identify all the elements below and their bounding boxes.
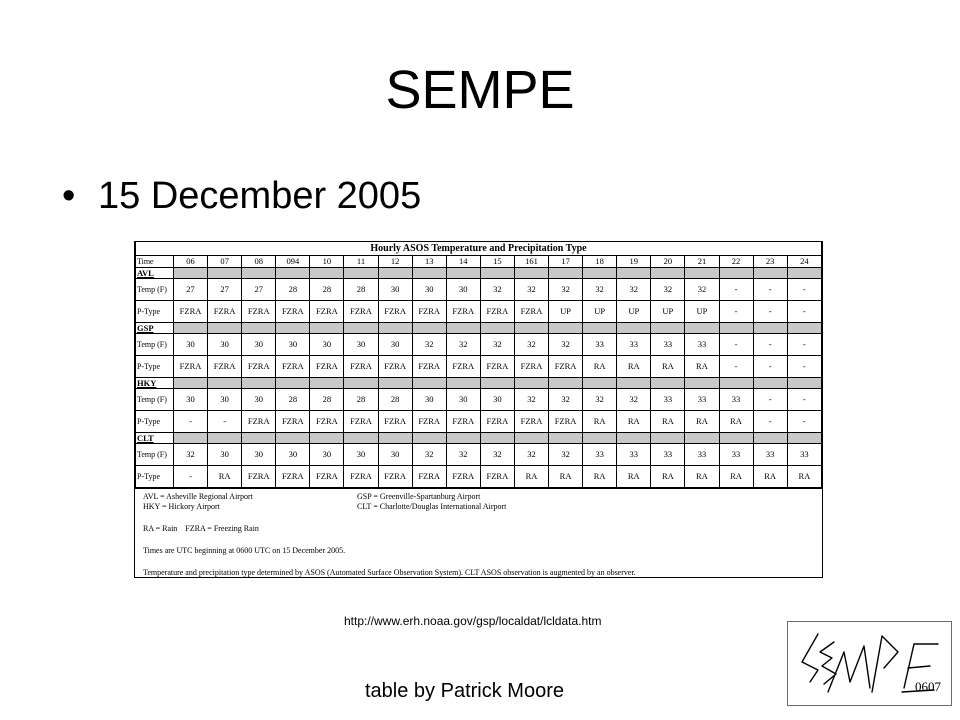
temp-cell: 30	[208, 389, 242, 411]
temp-cell: 32	[514, 279, 548, 301]
temp-cell: -	[787, 279, 821, 301]
ptype-cell: FZRA	[514, 411, 548, 433]
station-fill-cell	[242, 323, 276, 334]
ptype-cell: RA	[583, 356, 617, 378]
ptype-cell: -	[208, 411, 242, 433]
station-fill-cell	[787, 323, 821, 334]
table-caption: Hourly ASOS Temperature and Precipitation Type	[136, 242, 822, 256]
ptype-cell: RA	[583, 466, 617, 488]
ptype-cell: -	[174, 411, 208, 433]
ptype-label: P-Type	[136, 301, 174, 323]
table-notes	[135, 488, 822, 578]
table-row-time	[136, 256, 822, 268]
ptype-cell: -	[719, 356, 753, 378]
temp-cell: 30	[378, 334, 412, 356]
ptype-cell: RA	[617, 411, 651, 433]
ptype-cell: FZRA	[344, 411, 378, 433]
temp-cell: 33	[617, 334, 651, 356]
station-fill-cell	[310, 323, 344, 334]
ptype-cell: FZRA	[412, 301, 446, 323]
temp-label: Temp (F)	[136, 279, 174, 301]
note-precip: RA = Rain FZRA = Freezing Rain	[143, 524, 259, 533]
ptype-cell: FZRA	[480, 301, 514, 323]
ptype-cell: FZRA	[310, 466, 344, 488]
temp-label: Temp (F)	[136, 444, 174, 466]
ptype-cell: RA	[753, 466, 787, 488]
ptype-cell: -	[787, 301, 821, 323]
temp-cell: 32	[514, 444, 548, 466]
hour-cell: 20	[651, 256, 685, 268]
temp-cell: 30	[412, 389, 446, 411]
ptype-cell: FZRA	[276, 411, 310, 433]
temp-cell: 32	[480, 444, 514, 466]
hour-cell: 18	[583, 256, 617, 268]
slide-title: SEMPE	[385, 60, 575, 120]
temp-cell: -	[753, 389, 787, 411]
ptype-cell: FZRA	[480, 411, 514, 433]
ptype-row	[136, 356, 822, 378]
ptype-cell: -	[174, 466, 208, 488]
station-fill-cell	[174, 323, 208, 334]
ptype-cell: FZRA	[276, 466, 310, 488]
temp-cell: 33	[651, 334, 685, 356]
ptype-cell: FZRA	[446, 411, 480, 433]
temp-cell: 30	[480, 389, 514, 411]
logo-code: 0607	[915, 679, 941, 694]
note-hky: HKY = Hickory Airport	[143, 502, 220, 511]
station-fill-cell	[310, 268, 344, 279]
ptype-cell: -	[719, 301, 753, 323]
station-fill-cell	[242, 433, 276, 444]
station-fill-cell	[208, 323, 242, 334]
station-fill-cell	[583, 433, 617, 444]
ptype-row	[136, 301, 822, 323]
station-fill-cell	[617, 433, 651, 444]
temp-cell: -	[787, 389, 821, 411]
station-fill-cell	[719, 433, 753, 444]
temp-cell: 30	[310, 334, 344, 356]
hour-cell: 11	[344, 256, 378, 268]
station-fill-cell	[719, 323, 753, 334]
hour-cell: 161	[514, 256, 548, 268]
ptype-cell: RA	[617, 466, 651, 488]
note-clt: CLT = Charlotte/Douglas International Airport	[357, 502, 507, 511]
hour-cell: 23	[753, 256, 787, 268]
temp-cell: 32	[412, 334, 446, 356]
ptype-cell: FZRA	[242, 411, 276, 433]
station-fill-cell	[412, 268, 446, 279]
temp-cell: 32	[174, 444, 208, 466]
ptype-cell: FZRA	[276, 356, 310, 378]
source-url: http://www.erh.noaa.gov/gsp/localdat/lcldata.htm	[344, 614, 602, 628]
station-fill-cell	[514, 268, 548, 279]
station-fill-cell	[276, 433, 310, 444]
temp-cell: 32	[480, 334, 514, 356]
ptype-cell: RA	[651, 411, 685, 433]
ptype-cell: FZRA	[344, 466, 378, 488]
hour-cell: 22	[719, 256, 753, 268]
ptype-cell: -	[753, 356, 787, 378]
ptype-cell: RA	[208, 466, 242, 488]
ptype-cell: FZRA	[378, 411, 412, 433]
ptype-cell: FZRA	[549, 411, 583, 433]
temp-cell: -	[719, 279, 753, 301]
station-code: CLT	[136, 433, 174, 444]
station-fill-cell	[378, 323, 412, 334]
ptype-cell: FZRA	[310, 356, 344, 378]
station-fill-cell	[446, 323, 480, 334]
temp-cell: 30	[310, 444, 344, 466]
ptype-cell: UP	[651, 301, 685, 323]
temp-cell: -	[787, 334, 821, 356]
temp-cell: 28	[344, 279, 378, 301]
bullet-text: 15 December 2005	[98, 175, 422, 217]
station-fill-cell	[208, 433, 242, 444]
ptype-cell: FZRA	[514, 356, 548, 378]
station-fill-cell	[753, 268, 787, 279]
ptype-label: P-Type	[136, 466, 174, 488]
ptype-cell: UP	[685, 301, 719, 323]
station-fill-cell	[617, 378, 651, 389]
station-fill-cell	[344, 433, 378, 444]
ptype-cell: FZRA	[344, 301, 378, 323]
temp-cell: 27	[174, 279, 208, 301]
station-fill-cell	[378, 268, 412, 279]
station-code: HKY	[136, 378, 174, 389]
temp-cell: 30	[378, 444, 412, 466]
temp-cell: 32	[446, 444, 480, 466]
temp-cell: 30	[446, 279, 480, 301]
ptype-cell: FZRA	[514, 301, 548, 323]
temp-row	[136, 334, 822, 356]
station-fill-cell	[276, 323, 310, 334]
station-fill-cell	[514, 378, 548, 389]
ptype-cell: RA	[549, 466, 583, 488]
temp-row	[136, 389, 822, 411]
ptype-cell: UP	[549, 301, 583, 323]
note-avl: AVL = Asheville Regional Airport	[143, 492, 253, 501]
temp-cell: 32	[583, 279, 617, 301]
station-fill-cell	[549, 378, 583, 389]
station-fill-cell	[787, 378, 821, 389]
bullet-dot-icon: •	[62, 175, 76, 217]
ptype-cell: FZRA	[344, 356, 378, 378]
ptype-cell: FZRA	[242, 356, 276, 378]
ptype-cell: FZRA	[378, 301, 412, 323]
ptype-cell: -	[787, 356, 821, 378]
station-fill-cell	[480, 433, 514, 444]
station-fill-cell	[753, 323, 787, 334]
station-fill-cell	[719, 378, 753, 389]
temp-label: Temp (F)	[136, 389, 174, 411]
bullet-item	[62, 172, 421, 220]
station-fill-cell	[787, 433, 821, 444]
ptype-cell: FZRA	[208, 356, 242, 378]
station-row	[136, 323, 822, 334]
station-fill-cell	[651, 323, 685, 334]
ptype-cell: RA	[719, 466, 753, 488]
station-fill-cell	[412, 323, 446, 334]
station-fill-cell	[208, 378, 242, 389]
station-fill-cell	[412, 378, 446, 389]
asos-table	[135, 242, 822, 488]
station-fill-cell	[787, 268, 821, 279]
station-fill-cell	[549, 323, 583, 334]
temp-cell: 32	[583, 389, 617, 411]
station-fill-cell	[685, 323, 719, 334]
ptype-cell: FZRA	[174, 301, 208, 323]
ptype-cell: -	[753, 301, 787, 323]
station-fill-cell	[208, 268, 242, 279]
station-fill-cell	[412, 433, 446, 444]
station-code: GSP	[136, 323, 174, 334]
station-fill-cell	[651, 268, 685, 279]
ptype-cell: FZRA	[412, 411, 446, 433]
temp-row	[136, 279, 822, 301]
station-fill-cell	[651, 378, 685, 389]
ptype-cell: FZRA	[412, 466, 446, 488]
ptype-cell: FZRA	[208, 301, 242, 323]
temp-cell: 30	[174, 389, 208, 411]
station-fill-cell	[753, 378, 787, 389]
station-fill-cell	[344, 323, 378, 334]
temp-cell: 33	[753, 444, 787, 466]
hour-cell: 17	[549, 256, 583, 268]
station-fill-cell	[583, 378, 617, 389]
temp-cell: 27	[242, 279, 276, 301]
temp-cell: 32	[549, 279, 583, 301]
ptype-cell: -	[787, 411, 821, 433]
station-fill-cell	[685, 433, 719, 444]
station-fill-cell	[310, 378, 344, 389]
ptype-cell: -	[753, 411, 787, 433]
station-fill-cell	[242, 378, 276, 389]
station-fill-cell	[480, 323, 514, 334]
ptype-label: P-Type	[136, 411, 174, 433]
note-method: Temperature and precipitation type determined by ASOS (Automated Surface Observation System). CLT ASOS observation is augmented by an observer.	[143, 568, 636, 577]
temp-cell: 32	[480, 279, 514, 301]
temp-cell: 33	[685, 389, 719, 411]
hour-cell: 24	[787, 256, 821, 268]
temp-cell: 28	[276, 279, 310, 301]
ptype-cell: RA	[651, 466, 685, 488]
station-fill-cell	[617, 268, 651, 279]
temp-cell: 32	[685, 279, 719, 301]
station-fill-cell	[446, 433, 480, 444]
temp-cell: 28	[344, 389, 378, 411]
hour-cell: 08	[242, 256, 276, 268]
ptype-cell: UP	[617, 301, 651, 323]
temp-cell: 33	[583, 444, 617, 466]
station-fill-cell	[617, 323, 651, 334]
temp-cell: 33	[719, 444, 753, 466]
temp-label: Temp (F)	[136, 334, 174, 356]
temp-cell: 28	[378, 389, 412, 411]
ptype-cell: RA	[583, 411, 617, 433]
ptype-cell: FZRA	[378, 356, 412, 378]
hour-cell: 07	[208, 256, 242, 268]
temp-cell: 30	[208, 334, 242, 356]
temp-cell: 30	[174, 334, 208, 356]
ptype-cell: RA	[685, 356, 719, 378]
temp-cell: 30	[242, 334, 276, 356]
hour-cell: 06	[174, 256, 208, 268]
temp-cell: 30	[242, 444, 276, 466]
ptype-cell: FZRA	[549, 356, 583, 378]
temp-cell: 30	[208, 444, 242, 466]
note-gsp: GSP = Greenville-Spartanburg Airport	[357, 492, 481, 501]
station-fill-cell	[344, 268, 378, 279]
station-fill-cell	[446, 378, 480, 389]
station-fill-cell	[514, 433, 548, 444]
ptype-row	[136, 411, 822, 433]
hour-cell: 10	[310, 256, 344, 268]
station-fill-cell	[480, 268, 514, 279]
temp-cell: 32	[651, 279, 685, 301]
temp-cell: 32	[446, 334, 480, 356]
temp-cell: 33	[685, 334, 719, 356]
temp-cell: 30	[412, 279, 446, 301]
hour-cell: 094	[276, 256, 310, 268]
station-fill-cell	[480, 378, 514, 389]
ptype-cell: RA	[685, 411, 719, 433]
ptype-cell: FZRA	[276, 301, 310, 323]
station-fill-cell	[651, 433, 685, 444]
station-fill-cell	[276, 378, 310, 389]
temp-cell: 28	[310, 389, 344, 411]
ptype-cell: FZRA	[174, 356, 208, 378]
temp-cell: 32	[412, 444, 446, 466]
temp-cell: 30	[242, 389, 276, 411]
station-fill-cell	[685, 378, 719, 389]
station-row	[136, 378, 822, 389]
ptype-cell: FZRA	[310, 301, 344, 323]
temp-cell: 33	[651, 444, 685, 466]
station-fill-cell	[378, 378, 412, 389]
station-fill-cell	[685, 268, 719, 279]
temp-cell: -	[719, 334, 753, 356]
temp-cell: 33	[583, 334, 617, 356]
station-fill-cell	[549, 268, 583, 279]
temp-cell: -	[753, 279, 787, 301]
ptype-cell: FZRA	[242, 301, 276, 323]
ptype-cell: FZRA	[412, 356, 446, 378]
temp-cell: 30	[276, 334, 310, 356]
ptype-cell: RA	[514, 466, 548, 488]
station-row	[136, 433, 822, 444]
ptype-cell: RA	[719, 411, 753, 433]
station-fill-cell	[583, 323, 617, 334]
temp-cell: 33	[617, 444, 651, 466]
temp-cell: 28	[276, 389, 310, 411]
station-fill-cell	[174, 433, 208, 444]
temp-cell: 32	[549, 334, 583, 356]
station-fill-cell	[719, 268, 753, 279]
hour-cell: 13	[412, 256, 446, 268]
station-fill-cell	[242, 268, 276, 279]
temp-cell: 32	[514, 334, 548, 356]
station-fill-cell	[753, 433, 787, 444]
temp-cell: 33	[651, 389, 685, 411]
asos-table-image	[134, 241, 823, 578]
ptype-cell: FZRA	[446, 356, 480, 378]
temp-cell: 30	[344, 334, 378, 356]
hour-cell: 21	[685, 256, 719, 268]
temp-cell: 32	[549, 389, 583, 411]
ptype-cell: RA	[787, 466, 821, 488]
temp-cell: 33	[685, 444, 719, 466]
time-label: Time	[136, 256, 174, 268]
station-fill-cell	[583, 268, 617, 279]
ptype-cell: RA	[617, 356, 651, 378]
note-times: Times are UTC beginning at 0600 UTC on 15 December 2005.	[143, 546, 346, 555]
ptype-label: P-Type	[136, 356, 174, 378]
station-fill-cell	[310, 433, 344, 444]
ptype-cell: FZRA	[446, 301, 480, 323]
station-fill-cell	[174, 268, 208, 279]
ptype-cell: FZRA	[480, 466, 514, 488]
hour-cell: 14	[446, 256, 480, 268]
ptype-cell: FZRA	[378, 466, 412, 488]
temp-cell: 28	[310, 279, 344, 301]
station-fill-cell	[344, 378, 378, 389]
station-fill-cell	[549, 433, 583, 444]
table-credit: table by Patrick Moore	[365, 680, 564, 702]
temp-cell: 32	[514, 389, 548, 411]
temp-cell: 33	[719, 389, 753, 411]
hour-cell: 12	[378, 256, 412, 268]
temp-row	[136, 444, 822, 466]
temp-cell: 33	[787, 444, 821, 466]
temp-cell: -	[753, 334, 787, 356]
temp-cell: 30	[344, 444, 378, 466]
station-code: AVL	[136, 268, 174, 279]
sempe-logo	[787, 621, 952, 706]
ptype-cell: UP	[583, 301, 617, 323]
temp-cell: 30	[446, 389, 480, 411]
hour-cell: 15	[480, 256, 514, 268]
ptype-cell: FZRA	[446, 466, 480, 488]
temp-cell: 30	[378, 279, 412, 301]
station-fill-cell	[276, 268, 310, 279]
temp-cell: 27	[208, 279, 242, 301]
hour-cell: 19	[617, 256, 651, 268]
station-fill-cell	[514, 323, 548, 334]
ptype-cell: FZRA	[480, 356, 514, 378]
ptype-cell: RA	[651, 356, 685, 378]
temp-cell: 32	[617, 279, 651, 301]
station-fill-cell	[378, 433, 412, 444]
station-row	[136, 268, 822, 279]
ptype-cell: FZRA	[242, 466, 276, 488]
station-fill-cell	[174, 378, 208, 389]
temp-cell: 32	[617, 389, 651, 411]
temp-cell: 32	[549, 444, 583, 466]
station-fill-cell	[446, 268, 480, 279]
ptype-cell: FZRA	[310, 411, 344, 433]
ptype-cell: RA	[685, 466, 719, 488]
ptype-row	[136, 466, 822, 488]
temp-cell: 30	[276, 444, 310, 466]
